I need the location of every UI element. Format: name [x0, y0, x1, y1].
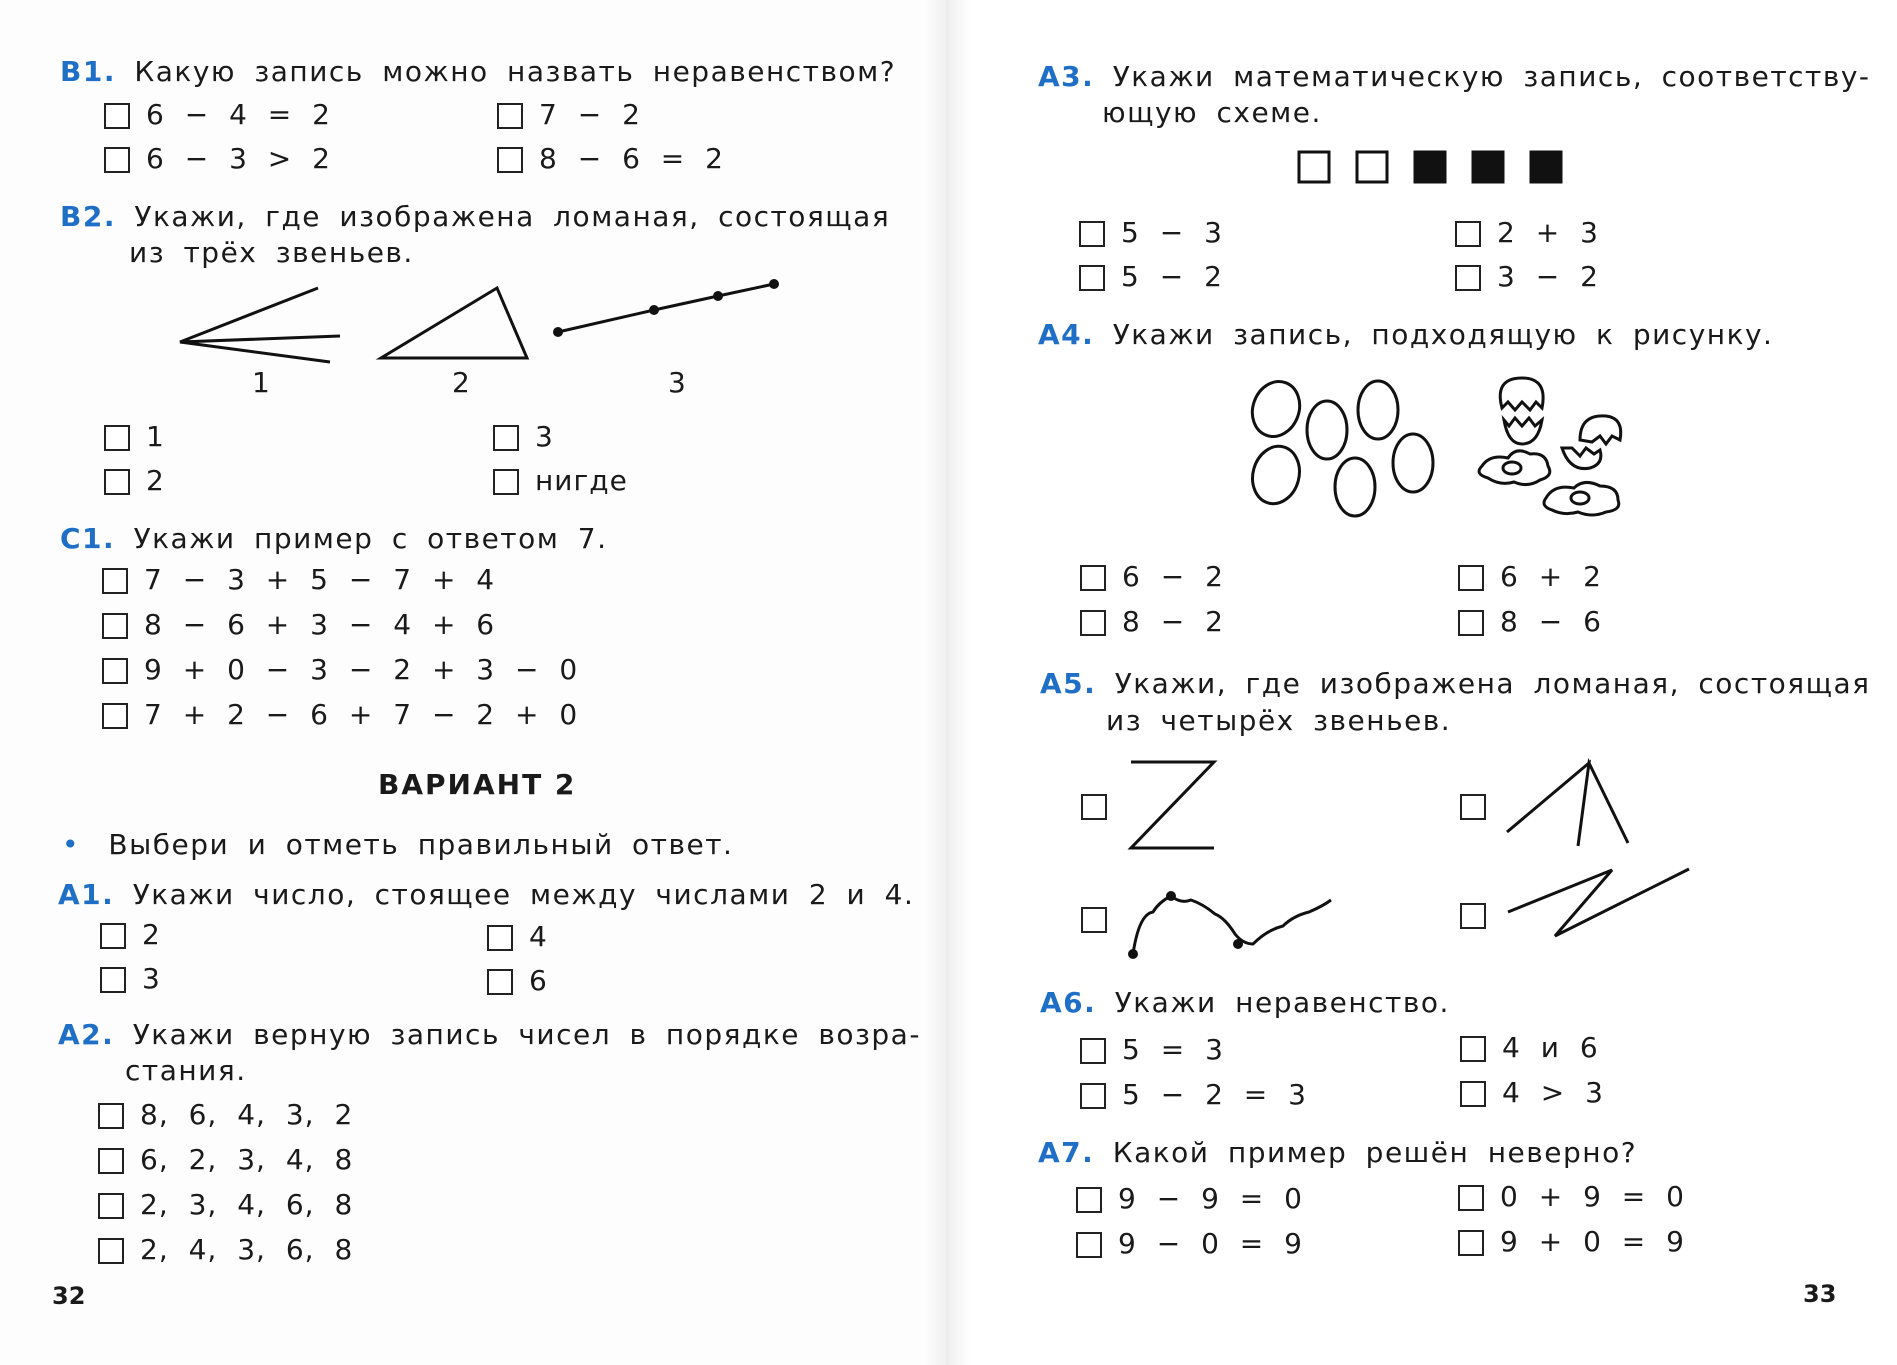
checkbox[interactable] [1076, 1232, 1102, 1258]
checkbox[interactable] [98, 1193, 124, 1219]
question-id: A5. [1040, 667, 1097, 700]
checkbox[interactable] [487, 969, 513, 995]
option-label: 2, 3, 4, 6, 8 [140, 1188, 354, 1221]
question-a3-line2: ющую схеме. [1102, 96, 1322, 129]
question-a5-line2: из четырёх звеньев. [1106, 704, 1452, 737]
a6-option-2[interactable] [1460, 1031, 1599, 1064]
question-id: C1. [60, 522, 116, 555]
option-label: 1 [146, 420, 165, 453]
curve-point [1166, 891, 1176, 901]
a1-option-4[interactable] [487, 964, 548, 997]
variant-title: ВАРИАНТ 2 [378, 768, 577, 801]
option-label: 6 + 2 [1500, 560, 1602, 593]
option-label: 9 + 0 − 3 − 2 + 3 − 0 [144, 653, 579, 686]
question-a2-line2: стания. [125, 1054, 247, 1087]
option-label: 0 + 9 = 0 [1500, 1180, 1685, 1213]
page-number-right: 33 [1803, 1280, 1837, 1308]
curve-point [1233, 939, 1243, 949]
question-id: A1. [58, 878, 115, 911]
option-label: 2 [146, 464, 165, 497]
question-id: B1. [60, 55, 116, 88]
curve-point [1128, 949, 1138, 959]
option-label: 7 + 2 − 6 + 7 − 2 + 0 [144, 698, 579, 731]
question-a6 [1040, 986, 1450, 1019]
a2-option-2[interactable] [98, 1143, 353, 1176]
question-text: Укажи неравенство. [1114, 986, 1450, 1019]
option-label: 7 − 3 + 5 − 7 + 4 [144, 563, 496, 596]
tent-shape-polyline [1507, 763, 1628, 846]
a7-option-4[interactable] [1458, 1225, 1685, 1258]
a6-option-1[interactable] [1080, 1033, 1224, 1066]
a2-option-3[interactable] [98, 1188, 353, 1221]
question-text: Укажи пример с ответом 7. [133, 522, 608, 555]
option-label: 5 − 3 [1121, 216, 1223, 249]
option-label: 5 = 3 [1122, 1033, 1224, 1066]
instruction-text: Выбери и отметь правильный ответ. [108, 828, 734, 861]
question-text: Какую запись можно назвать неравенством? [134, 55, 897, 88]
question-id: A4. [1038, 318, 1095, 351]
checkbox[interactable] [1458, 1185, 1484, 1211]
question-id: A2. [58, 1018, 115, 1051]
question-id: B2. [60, 200, 116, 233]
question-a2 [58, 1018, 921, 1051]
question-text: Укажи верную запись чисел в порядке возра- [132, 1018, 921, 1051]
question-text: Укажи запись, подходящую к рисунку. [1112, 318, 1774, 351]
option-label: 2 + 3 [1497, 216, 1599, 249]
bullet-icon: • [62, 828, 81, 861]
a7-option-2[interactable] [1458, 1180, 1685, 1213]
option-label: 5 − 2 = 3 [1122, 1078, 1307, 1111]
question-text: Укажи, где изображена ломаная, состоящая [1114, 667, 1871, 700]
option-label: 2, 4, 3, 6, 8 [140, 1233, 354, 1266]
option-label: 6 − 2 [1122, 560, 1224, 593]
question-text: Какой пример решён неверно? [1112, 1136, 1638, 1169]
option-label: 8 − 6 [1500, 605, 1602, 638]
option-label: 6 − 4 = 2 [146, 98, 331, 131]
question-id: A7. [1038, 1136, 1095, 1169]
option-label: 7 − 2 [539, 98, 641, 131]
question-b2-line2: из трёх звеньев. [129, 236, 414, 269]
a6-option-4[interactable] [1460, 1076, 1604, 1109]
option-label: 9 − 9 = 0 [1118, 1182, 1303, 1215]
option-label: 2 [142, 918, 161, 951]
option-label: 4 > 3 [1502, 1076, 1604, 1109]
figure-label-3: 3 [668, 366, 686, 399]
page-number-left: 32 [52, 1282, 86, 1310]
option-label: 4 [529, 920, 548, 953]
option-label: 9 + 0 = 9 [1500, 1225, 1685, 1258]
option-label: 3 [142, 962, 161, 995]
option-label: 9 − 0 = 9 [1118, 1227, 1303, 1260]
option-label: 8 − 2 [1122, 605, 1224, 638]
checkbox[interactable] [1458, 1230, 1484, 1256]
option-label: 8 − 6 + 3 − 4 + 6 [144, 608, 496, 641]
option-label: 6, 2, 3, 4, 8 [140, 1143, 354, 1176]
option-label: 5 − 2 [1121, 260, 1223, 293]
option-label: нигде [535, 464, 628, 497]
a7-option-1[interactable] [1076, 1182, 1303, 1215]
figure-label-1: 1 [252, 366, 270, 399]
wavy-curve [1133, 896, 1331, 954]
question-text: Укажи число, стоящее между числами 2 и 4. [132, 878, 915, 911]
checkbox[interactable] [1080, 1038, 1106, 1064]
z-shape-polyline [1131, 762, 1214, 848]
checkbox[interactable] [98, 1148, 124, 1174]
a6-option-3[interactable] [1080, 1078, 1307, 1111]
question-a7 [1038, 1136, 1637, 1169]
option-label: 3 − 2 [1497, 260, 1599, 293]
question-id: A3. [1038, 60, 1095, 93]
question-id: A6. [1040, 986, 1097, 1019]
question-text: Укажи математическую запись, соответству- [1112, 60, 1871, 93]
question-text: Укажи, где изображена ломаная, состоящая [134, 200, 891, 233]
checkbox[interactable] [1460, 1081, 1486, 1107]
option-label: 8, 6, 4, 3, 2 [140, 1098, 354, 1131]
n-shape-polyline [1508, 869, 1689, 936]
checkbox[interactable] [1080, 1083, 1106, 1109]
figure-label-2: 2 [452, 366, 470, 399]
checkbox[interactable] [98, 1238, 124, 1264]
a7-option-3[interactable] [1076, 1227, 1303, 1260]
checkbox[interactable] [1460, 1036, 1486, 1062]
checkbox[interactable] [1076, 1187, 1102, 1213]
option-label: 6 − 3 > 2 [146, 142, 331, 175]
checkbox[interactable] [98, 1103, 124, 1129]
a2-option-1[interactable] [98, 1098, 353, 1131]
option-label: 4 и 6 [1502, 1031, 1599, 1064]
a1-option-3[interactable] [100, 962, 161, 995]
checkbox[interactable] [100, 967, 126, 993]
option-label: 3 [535, 420, 554, 453]
option-label: 8 − 6 = 2 [539, 142, 724, 175]
a2-option-4[interactable] [98, 1233, 353, 1266]
option-label: 6 [529, 964, 548, 997]
